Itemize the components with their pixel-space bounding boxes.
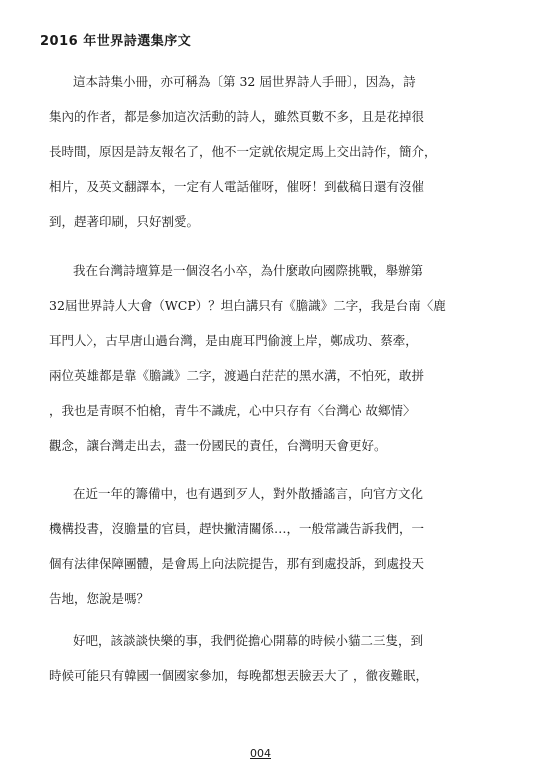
body-line: 兩位英雄都是靠《膽識》二字，渡過白茫茫的黑水溝，不怕死，敢拼	[49, 368, 425, 383]
body-line: 我在台灣詩壇算是一個沒名小卒，為什麼敢向國際挑戰，舉辦第	[73, 263, 424, 278]
body-line: 時候可能只有韓國一個國家參加，每晚都想丟臉丟大了 ，徹夜難眠，	[49, 668, 428, 683]
body-line: 到，趕著印刷，只好割愛。	[49, 214, 200, 229]
body-line: 這本詩集小冊，亦可稱為〔第 32 屆世界詩人手冊〕，因為，詩	[73, 74, 416, 89]
body-line: 長時間，原因是詩友報名了，他不一定就依規定馬上交出詩作，簡介，	[49, 144, 437, 159]
body-line: 在近一年的籌備中，也有遇到歹人，對外散播謠言，向官方文化	[73, 486, 424, 501]
body-line: 集內的作者，都是參加這次活動的詩人，雖然頁數不多，且是花掉很	[49, 109, 425, 124]
body-line: 相片，及英文翻譯本，一定有人電話催呀，催呀！到截稿日還有沒催	[49, 179, 425, 194]
page-number: 004	[250, 747, 271, 760]
body-line: 機構投書，沒膽量的官員，趕快撇清關係…，一般常識告訴我們，一	[49, 521, 425, 536]
body-line: 耳門人〉，古早唐山過台灣，是由鹿耳門偷渡上岸，鄭成功、蔡牽，	[49, 333, 418, 348]
body-line: 告地，您說是嗎？	[49, 591, 150, 606]
body-line: 32屆世界詩人大會（WCP）？坦白講只有《膽識》二字，我是台南〈鹿	[49, 298, 446, 313]
page-title: 2016 年世界詩選集序文	[40, 34, 192, 49]
body-line: ，我也是青暝不怕槍，青牛不識虎，心中只存有〈台灣心 故鄉情〉	[49, 403, 416, 418]
body-line: 觀念，讓台灣走出去，盡一份國民的責任，台灣明天會更好。	[49, 438, 387, 453]
body-line: 好吧，該談談快樂的事，我們從擔心開幕的時候小貓二三隻，到	[73, 633, 424, 648]
body-line: 個有法律保障團體，是會馬上向法院提告，那有到處投訴，到處投天	[49, 556, 425, 571]
